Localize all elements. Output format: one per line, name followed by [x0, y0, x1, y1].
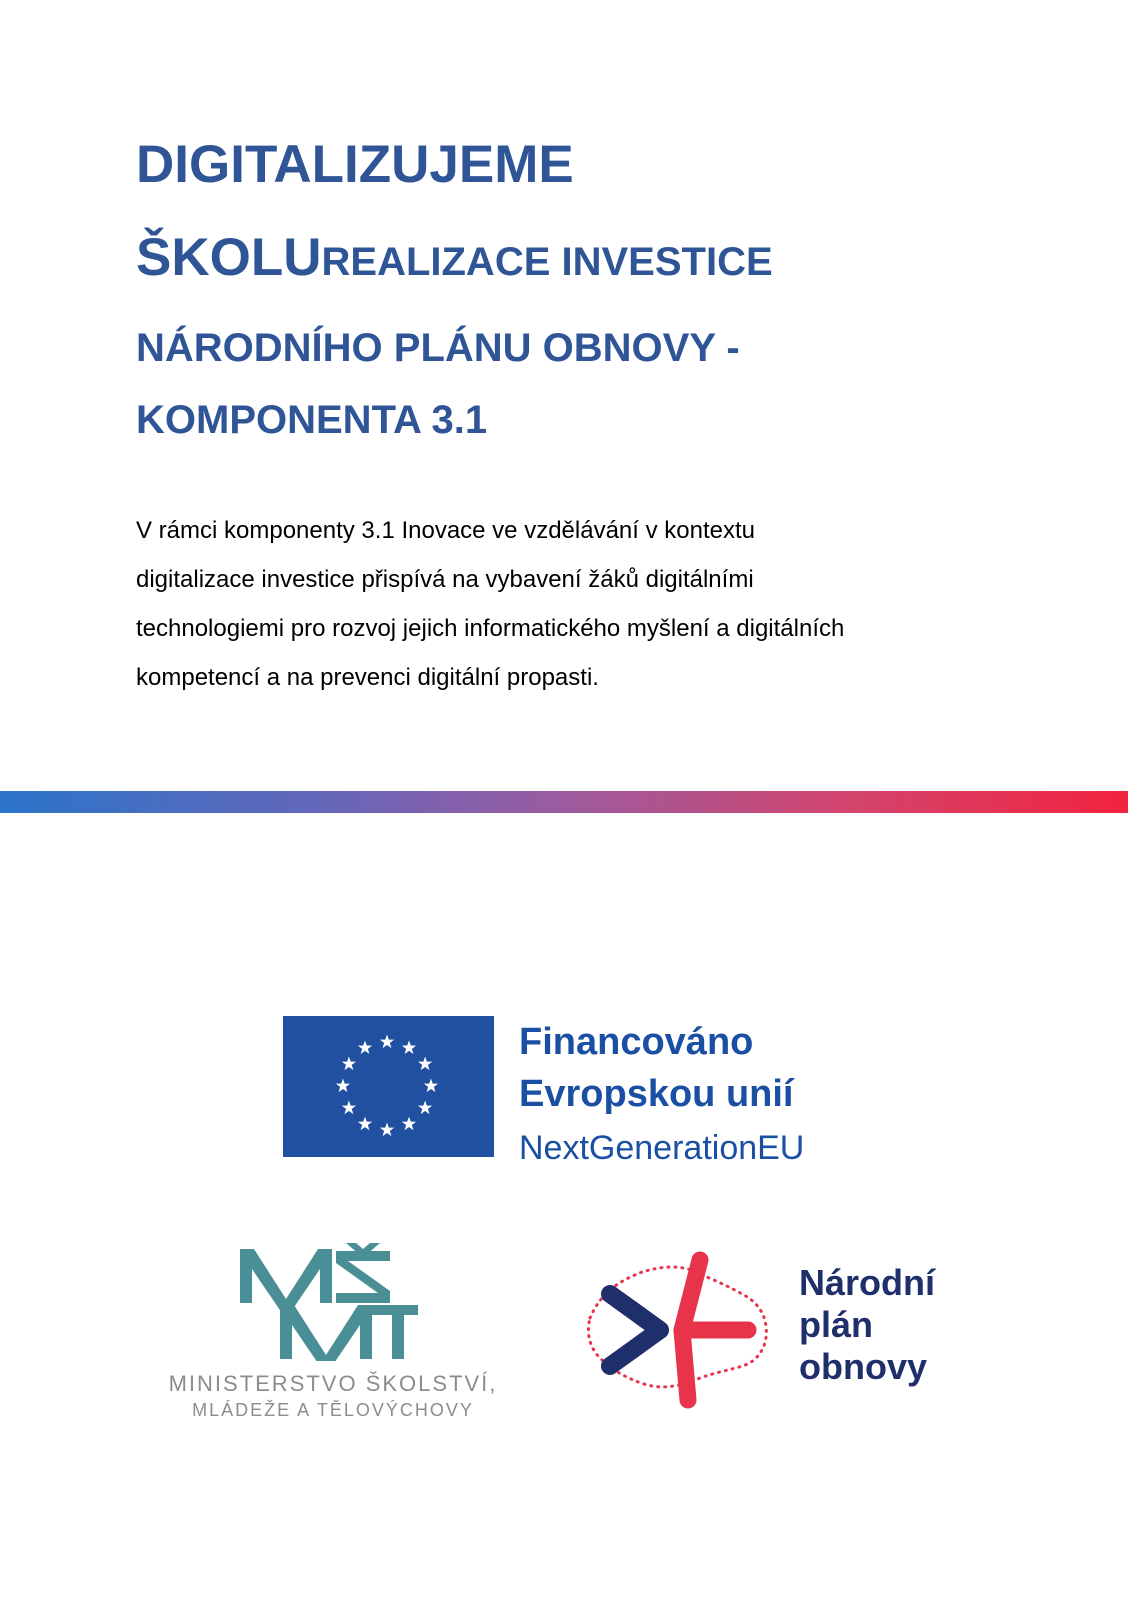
- npo-text: [799, 1262, 935, 1388]
- eu-line-nextgeneration: NextGenerationEU: [519, 1129, 805, 1167]
- eu-line-evropskou-unii: Evropskou unií: [519, 1073, 794, 1115]
- npo-arrow-star-icon: [582, 1250, 772, 1410]
- msmt-line-1: MINISTERSTVO ŠKOLSTVÍ,: [168, 1371, 498, 1396]
- title-line-1: DIGITALIZUJEME: [136, 135, 574, 194]
- eu-funding-logo: [283, 1016, 843, 1167]
- msmt-logo: [148, 1243, 518, 1423]
- npo-line-obnovy: obnovy: [799, 1346, 928, 1387]
- intro-paragraph: [136, 506, 996, 702]
- intro-line: V rámci komponenty 3.1 Inovace ve vzdělávání v kontextu: [136, 517, 755, 544]
- title-line-4: KOMPONENTA 3.1: [136, 398, 488, 442]
- npo-line-plan: plán: [799, 1304, 874, 1345]
- title-line-3: NÁRODNÍHO PLÁNU OBNOVY -: [136, 326, 740, 370]
- title-line-2-big: ŠKOLU: [136, 228, 322, 287]
- intro-line: technologiemi pro rozvoj jejich informatického myšlení a digitálních: [136, 615, 845, 642]
- title-line-2: [136, 228, 1036, 295]
- title-line-2-small: REALIZACE INVESTICE: [321, 240, 773, 284]
- eu-line-financovano: Financováno: [519, 1021, 754, 1063]
- msmt-monogram-icon: [240, 1243, 418, 1361]
- eu-funding-text: [519, 1016, 849, 1174]
- npo-line-narodni: Národní: [799, 1262, 936, 1303]
- npo-logo: [582, 1250, 982, 1410]
- intro-line: kompetencí a na prevenci digitální propasti.: [136, 664, 599, 691]
- gradient-divider: [0, 791, 1128, 813]
- page-title: [136, 135, 1036, 442]
- eu-flag-icon: [283, 1016, 494, 1157]
- msmt-line-2: MLÁDEŽE A TĚLOVÝCHOVY: [192, 1400, 474, 1420]
- intro-line: digitalizace investice přispívá na vybavení žáků digitálními: [136, 566, 754, 593]
